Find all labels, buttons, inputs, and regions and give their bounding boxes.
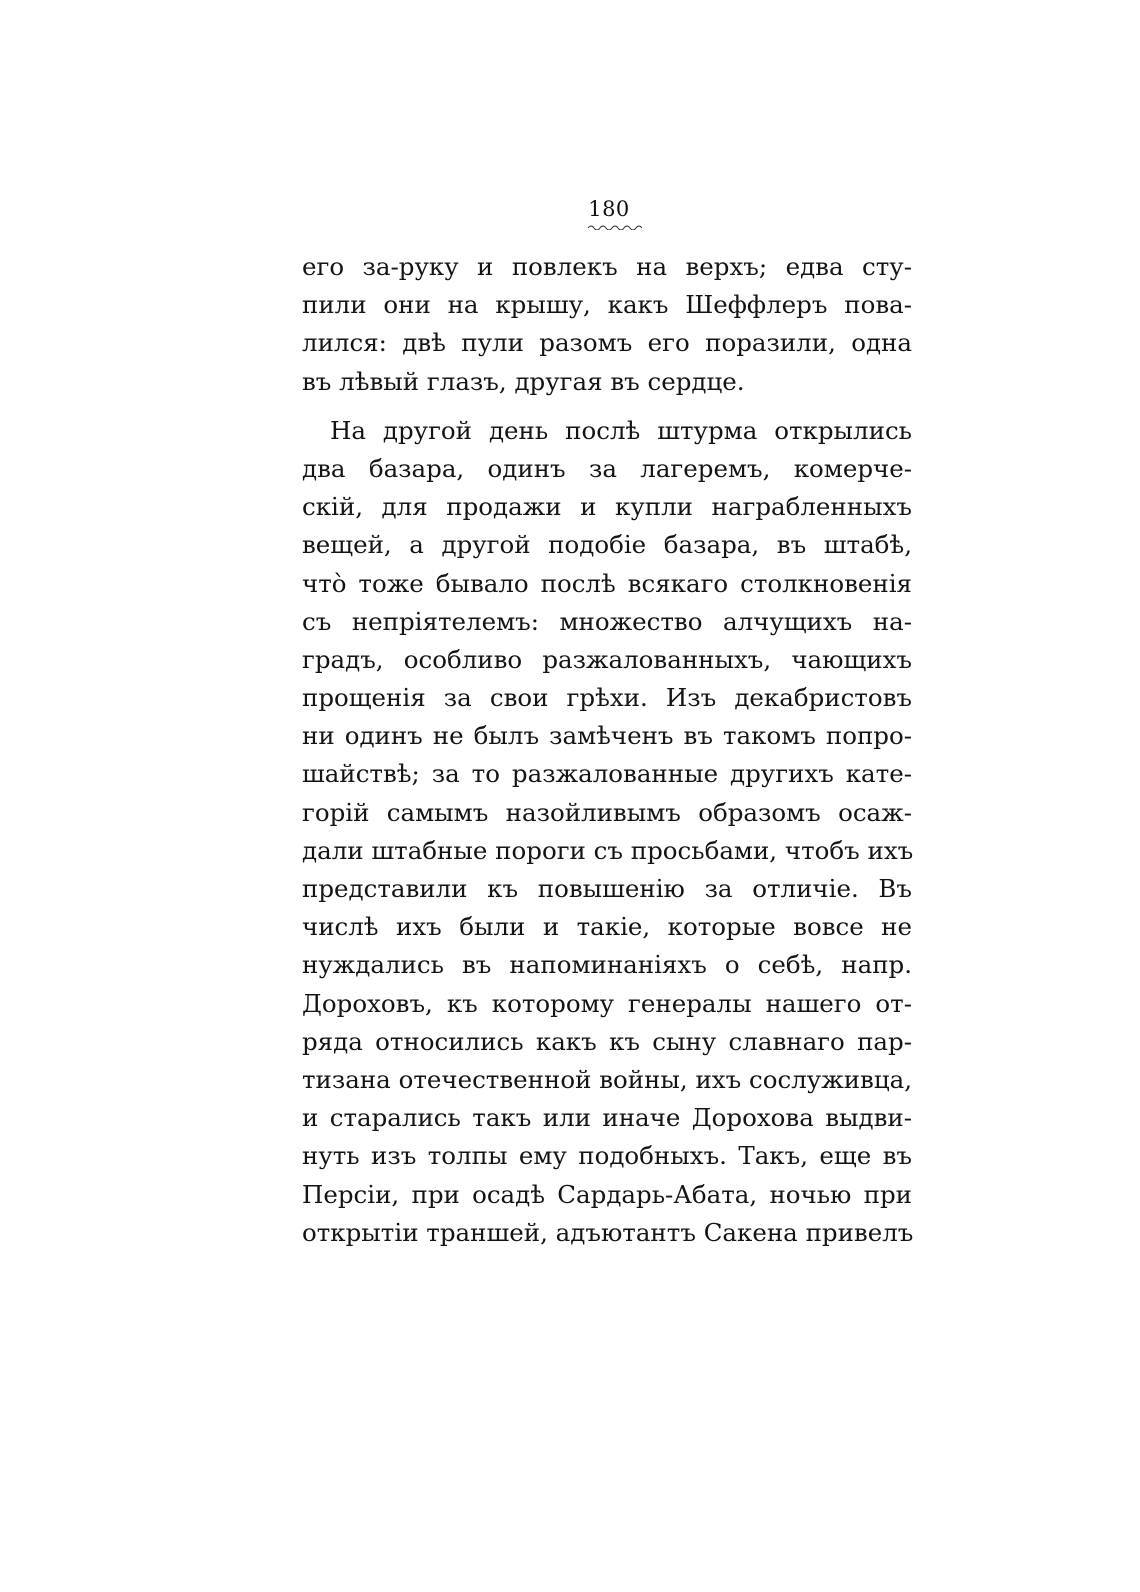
text-line: градъ, особливо разжалованныхъ, чающихъ (302, 644, 912, 674)
text-line: ни одинъ не былъ замѣченъ въ такомъ попро- (302, 721, 912, 751)
text-line: лился: двѣ пули разомъ его поразили, одна (302, 328, 912, 358)
paragraph-1 (302, 248, 912, 401)
text-line: прощенія за свои грѣхи. Изъ декабристовъ (302, 683, 912, 713)
text-line: числѣ ихъ были и такіе, которые вовсе не (302, 912, 912, 942)
text-line: представили къ повышенію за отличіе. Въ (302, 874, 912, 903)
text-line: горій самымъ назойливымъ образомъ осаж- (302, 797, 912, 827)
text-line: въ лѣвый глазъ, другая въ сердце. (302, 366, 745, 396)
paragraph-2 (302, 412, 912, 1252)
text-line: пили они на крышу, какъ Шеффлеръ пова- (302, 290, 912, 320)
text-line: ряда относились какъ къ сыну славнаго пар- (302, 1026, 912, 1056)
text-line: тизана отечественной войны, ихъ сослуживца, (302, 1064, 912, 1094)
wavy-rule-ornament (588, 224, 642, 230)
text-line: шайствѣ; за то разжалованные другихъ кате- (302, 759, 912, 789)
text-line: Персіи, при осадѣ Сардарь-Абата, ночью при (302, 1179, 912, 1209)
page-number: 180 (588, 197, 630, 221)
paragraph-gap (302, 401, 912, 412)
text-line: скій, для продажи и купли награбленныхъ (302, 492, 912, 522)
text-line: Дороховъ, къ которому генералы нашего от- (302, 988, 912, 1018)
text-line: нуть изъ толпы ему подобныхъ. Такъ, еще въ (302, 1141, 912, 1171)
body-text (302, 248, 912, 1252)
text-line: два базара, одинъ за лагеремъ, комерче- (302, 453, 912, 483)
text-line: дали штабные пороги съ просьбами, чтобъ ихъ (302, 835, 914, 865)
text-line: вещей, а другой подобіе базара, въ штабѣ, (302, 530, 912, 560)
text-line: и старались такъ или иначе Дорохова выдви- (302, 1103, 912, 1133)
text-line: нуждались въ напоминаніяхъ о себѣ, напр. (302, 950, 912, 980)
text-line: что̀ тоже бывало послѣ всякаго столкновенія (302, 568, 912, 598)
text-line: его за-руку и повлекъ на верхъ; едва сту- (302, 252, 912, 281)
text-line: На другой день послѣ штурма открылись (330, 415, 912, 445)
text-line: съ непріятелемъ: множество алчущихъ на- (302, 606, 912, 636)
text-line: открытіи траншей, адъютантъ Сакена привелъ (302, 1217, 914, 1247)
